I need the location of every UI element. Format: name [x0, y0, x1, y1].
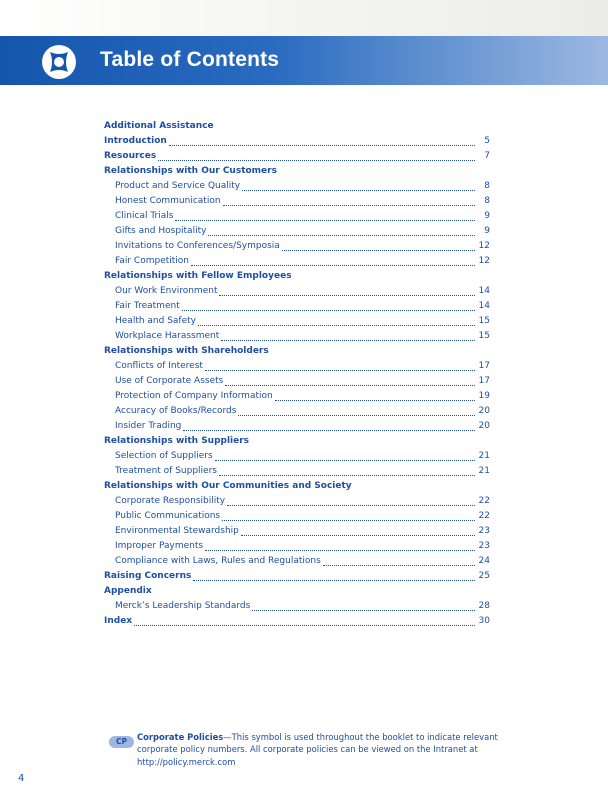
toc-entry[interactable]	[104, 134, 490, 149]
toc-entry-page: 15	[478, 331, 490, 341]
toc-dot-leader	[183, 420, 475, 431]
toc-entry[interactable]	[104, 404, 490, 419]
toc-entry-label: Accuracy of Books/Records	[115, 406, 237, 416]
toc-dot-leader	[219, 465, 475, 476]
toc-entry-label: Additional Assistance	[104, 121, 214, 131]
toc-entry-label: Environmental Stewardship	[115, 526, 239, 536]
toc-entry[interactable]	[104, 224, 490, 239]
toc-entry[interactable]	[104, 239, 490, 254]
toc-entry[interactable]	[104, 284, 490, 299]
toc-entry[interactable]	[104, 254, 490, 269]
toc-entry[interactable]	[104, 509, 490, 524]
toc-entry-page: 14	[478, 301, 490, 311]
toc-entry-label: Public Communications	[115, 511, 221, 521]
toc-entry-page: 22	[478, 511, 490, 521]
toc-entry-label: Compliance with Laws, Rules and Regulations	[115, 556, 321, 566]
toc-entry-label: Fair Treatment	[115, 301, 180, 311]
toc-entry-page: 25	[478, 571, 490, 581]
toc-dot-leader	[238, 405, 475, 416]
toc-entry-page: 9	[484, 226, 490, 236]
toc-entry-label: Honest Communication	[115, 196, 221, 206]
toc-dot-leader	[221, 330, 475, 341]
toc-dot-leader	[252, 600, 475, 611]
toc-entry-label: Merck’s Leadership Standards	[115, 601, 251, 611]
page-number: 4	[18, 773, 25, 784]
toc-dot-leader	[215, 450, 475, 461]
toc-entry-label: Relationships with Our Customers	[104, 166, 277, 176]
toc-dot-leader	[182, 300, 475, 311]
toc-entry-page: 14	[478, 286, 490, 296]
toc-entry[interactable]	[104, 119, 490, 134]
toc-entry-label: Health and Safety	[115, 316, 196, 326]
table-of-contents	[104, 119, 490, 629]
toc-entry-page: 30	[478, 616, 490, 626]
toc-entry[interactable]	[104, 614, 490, 629]
toc-entry-page: 21	[478, 451, 490, 461]
toc-dot-leader	[191, 255, 475, 266]
toc-entry-label: Insider Trading	[115, 421, 182, 431]
toc-dot-leader	[208, 225, 475, 236]
toc-dot-leader	[242, 180, 475, 191]
toc-entry[interactable]	[104, 344, 490, 359]
toc-entry[interactable]	[104, 374, 490, 389]
toc-dot-leader	[205, 540, 475, 551]
toc-entry-label: Relationships with Our Communities and Society	[104, 481, 352, 491]
toc-entry[interactable]	[104, 554, 490, 569]
toc-entry-page: 24	[478, 556, 490, 566]
toc-entry-page: 23	[478, 526, 490, 536]
toc-entry-label: Fair Competition	[115, 256, 190, 266]
toc-dot-leader	[198, 315, 475, 326]
toc-entry-page: 22	[478, 496, 490, 506]
toc-entry[interactable]	[104, 179, 490, 194]
toc-entry[interactable]	[104, 314, 490, 329]
toc-entry-page: 15	[478, 316, 490, 326]
toc-entry[interactable]	[104, 584, 490, 599]
toc-entry-page: 20	[478, 421, 490, 431]
toc-dot-leader	[158, 150, 475, 161]
toc-entry-label: Index	[104, 616, 133, 626]
toc-entry[interactable]	[104, 329, 490, 344]
toc-entry-label: Workplace Harassment	[115, 331, 220, 341]
toc-entry-label: Our Work Environment	[115, 286, 218, 296]
toc-entry-page: 23	[478, 541, 490, 551]
toc-dot-leader	[323, 555, 475, 566]
toc-entry-label: Treatment of Suppliers	[115, 466, 217, 476]
toc-dot-leader	[241, 525, 475, 536]
toc-entry[interactable]	[104, 419, 490, 434]
toc-entry[interactable]	[104, 359, 490, 374]
footer-term: Corporate Policies	[137, 732, 224, 742]
toc-dot-leader	[134, 615, 475, 626]
merck-logo-icon	[41, 44, 77, 80]
toc-entry-page: 21	[478, 466, 490, 476]
toc-entry[interactable]	[104, 524, 490, 539]
toc-entry-page: 19	[478, 391, 490, 401]
toc-entry-label: Appendix	[104, 586, 152, 596]
top-texture-band	[0, 0, 608, 36]
toc-entry-page: 8	[484, 196, 490, 206]
toc-entry[interactable]	[104, 389, 490, 404]
toc-dot-leader	[169, 135, 475, 146]
toc-entry[interactable]	[104, 464, 490, 479]
toc-entry-label: Introduction	[104, 136, 167, 146]
toc-entry-label: Product and Service Quality	[115, 181, 241, 191]
toc-entry[interactable]	[104, 299, 490, 314]
toc-dot-leader	[219, 285, 475, 296]
toc-dot-leader	[222, 510, 475, 521]
toc-entry-page: 5	[484, 136, 490, 146]
toc-entry-page: 8	[484, 181, 490, 191]
toc-entry[interactable]	[104, 269, 490, 284]
toc-entry-label: Relationships with Suppliers	[104, 436, 250, 446]
toc-entry[interactable]	[104, 494, 490, 509]
toc-entry[interactable]	[104, 149, 490, 164]
toc-dot-leader	[225, 375, 475, 386]
toc-entry-label: Use of Corporate Assets	[115, 376, 224, 386]
toc-dot-leader	[275, 390, 475, 401]
toc-entry-label: Improper Payments	[115, 541, 204, 551]
toc-entry-page: 17	[478, 361, 490, 371]
toc-entry-label: Raising Concerns	[104, 571, 192, 581]
toc-entry[interactable]	[104, 449, 490, 464]
toc-entry-label: Resources	[104, 151, 157, 161]
toc-entry[interactable]	[104, 194, 490, 209]
toc-entry-label: Clinical Trials	[115, 211, 174, 221]
toc-entry-label: Selection of Suppliers	[115, 451, 213, 461]
toc-entry[interactable]	[104, 539, 490, 554]
toc-entry-page: 20	[478, 406, 490, 416]
cp-badge: CP	[109, 736, 134, 748]
toc-entry-page: 17	[478, 376, 490, 386]
page-title: Table of Contents	[100, 48, 280, 71]
toc-entry[interactable]	[104, 209, 490, 224]
toc-entry[interactable]	[104, 479, 490, 494]
toc-entry-page: 9	[484, 211, 490, 221]
toc-entry-label: Relationships with Fellow Employees	[104, 271, 292, 281]
toc-entry-page: 12	[478, 256, 490, 266]
toc-entry-label: Protection of Company Information	[115, 391, 273, 401]
toc-entry[interactable]	[104, 569, 490, 584]
toc-entry-page: 12	[478, 241, 490, 251]
toc-entry-label: Invitations to Conferences/Symposia	[115, 241, 280, 251]
header-banner	[0, 36, 608, 85]
toc-dot-leader	[223, 195, 475, 206]
toc-dot-leader	[175, 210, 475, 221]
toc-dot-leader	[282, 240, 475, 251]
toc-dot-leader	[193, 570, 475, 581]
toc-entry-label: Relationships with Shareholders	[104, 346, 269, 356]
toc-dot-leader	[205, 360, 475, 371]
toc-entry[interactable]	[104, 164, 490, 179]
toc-entry[interactable]	[104, 599, 490, 614]
toc-entry-label: Gifts and Hospitality	[115, 226, 207, 236]
toc-entry-page: 28	[478, 601, 490, 611]
footer-note	[137, 731, 507, 768]
toc-dot-leader	[227, 495, 475, 506]
toc-entry[interactable]	[104, 434, 490, 449]
toc-entry-page: 7	[484, 151, 490, 161]
footer-text: —This symbol is used throughout the booklet to indicate relevant corporate policy numbers. All corporate policies can be viewed on the Intranet at http://policy.merck.com	[137, 732, 498, 767]
toc-entry-label: Corporate Responsibility	[115, 496, 226, 506]
toc-entry-label: Conflicts of Interest	[115, 361, 203, 371]
